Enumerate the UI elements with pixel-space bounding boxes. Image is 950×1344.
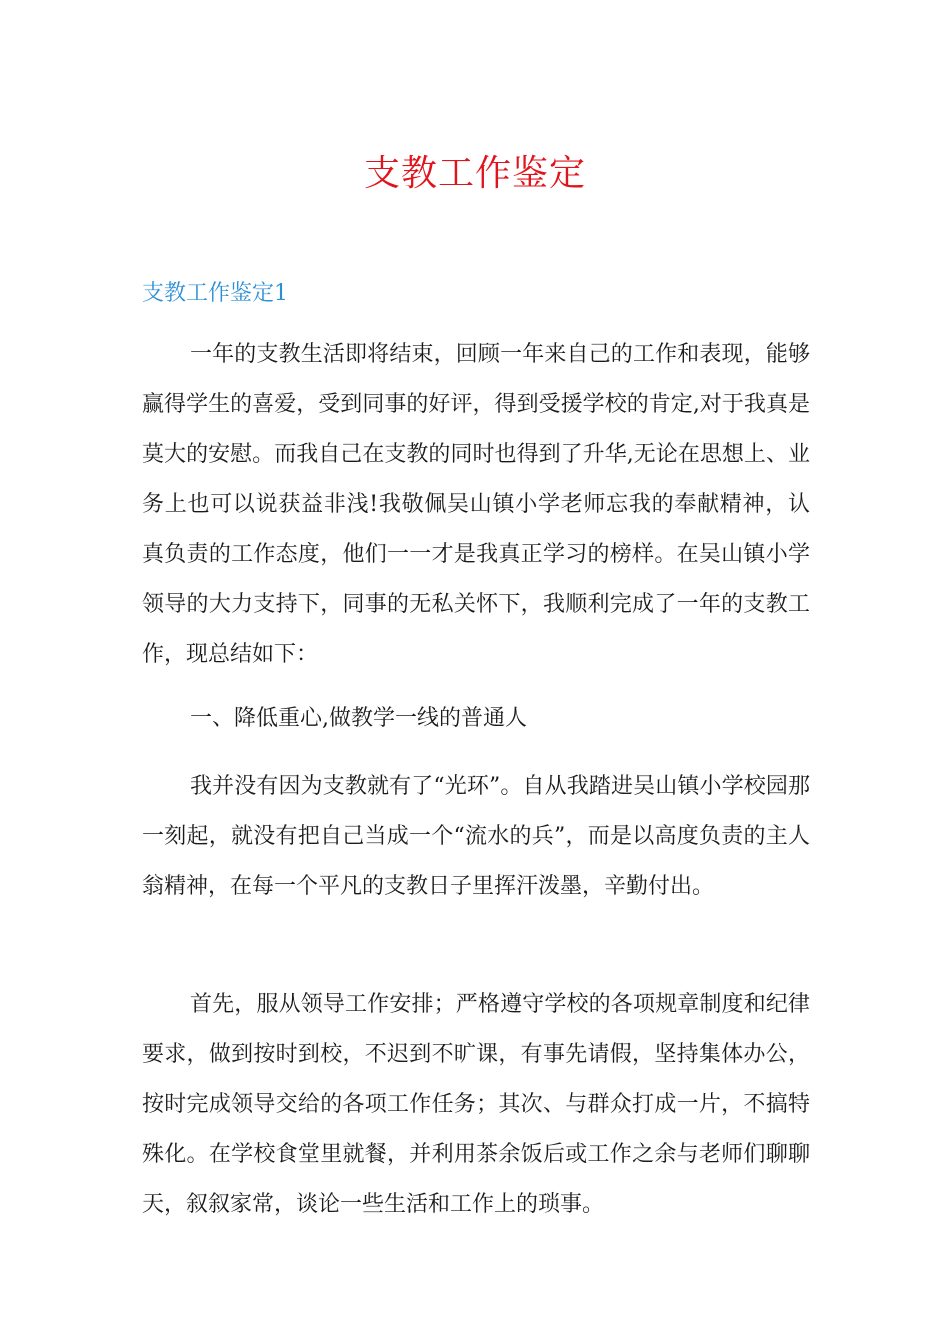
document-title: 支教工作鉴定 [363, 153, 586, 194]
body-paragraph-3: 首先，服从领导工作安排；严格遵守学校的各项规章制度和纪律要求，做到按时到校，不迟到不旷课，有事先请假，坚持集体办公，按时完成领导交给的各项工作任务；其次、与群众打成一片，不搞特殊化。在学校食堂里就餐，并利用茶余饭后或工作之余与老师们聊聊天，叙叙家常，谈论一些生活和工作上的琐事。 [142, 992, 810, 1217]
section-heading: 支教工作鉴定1 [142, 281, 288, 306]
body-paragraph-2: 我并没有因为支教就有了“光环”。自从我踏进吴山镇小学校园那一刻起，就没有把自己当成一个“流水的兵”，而是以高度负责的主人翁精神，在每一个平凡的支教日子里挥汗泼墨，辛勤付出。 [142, 774, 810, 899]
body-paragraph-1: 一年的支教生活即将结束，回顾一年来自己的工作和表现，能够赢得学生的喜爱，受到同事的好评，得到受援学校的肯定,对于我真是莫大的安慰。而我自己在支教的同时也得到了升华,无论在思想上、业务上也可以说获益非浅!我敬佩吴山镇小学老师忘我的奉献精神，认真负责的工作态度，他们一一才是我真正学习的榜样。在吴山镇小学领导的大力支持下，同事的无私关怀下，我顺利完成了一年的支教工作，现总结如下： [142, 342, 810, 667]
subsection-heading: 一、降低重心,做教学一线的普通人 [190, 706, 527, 731]
